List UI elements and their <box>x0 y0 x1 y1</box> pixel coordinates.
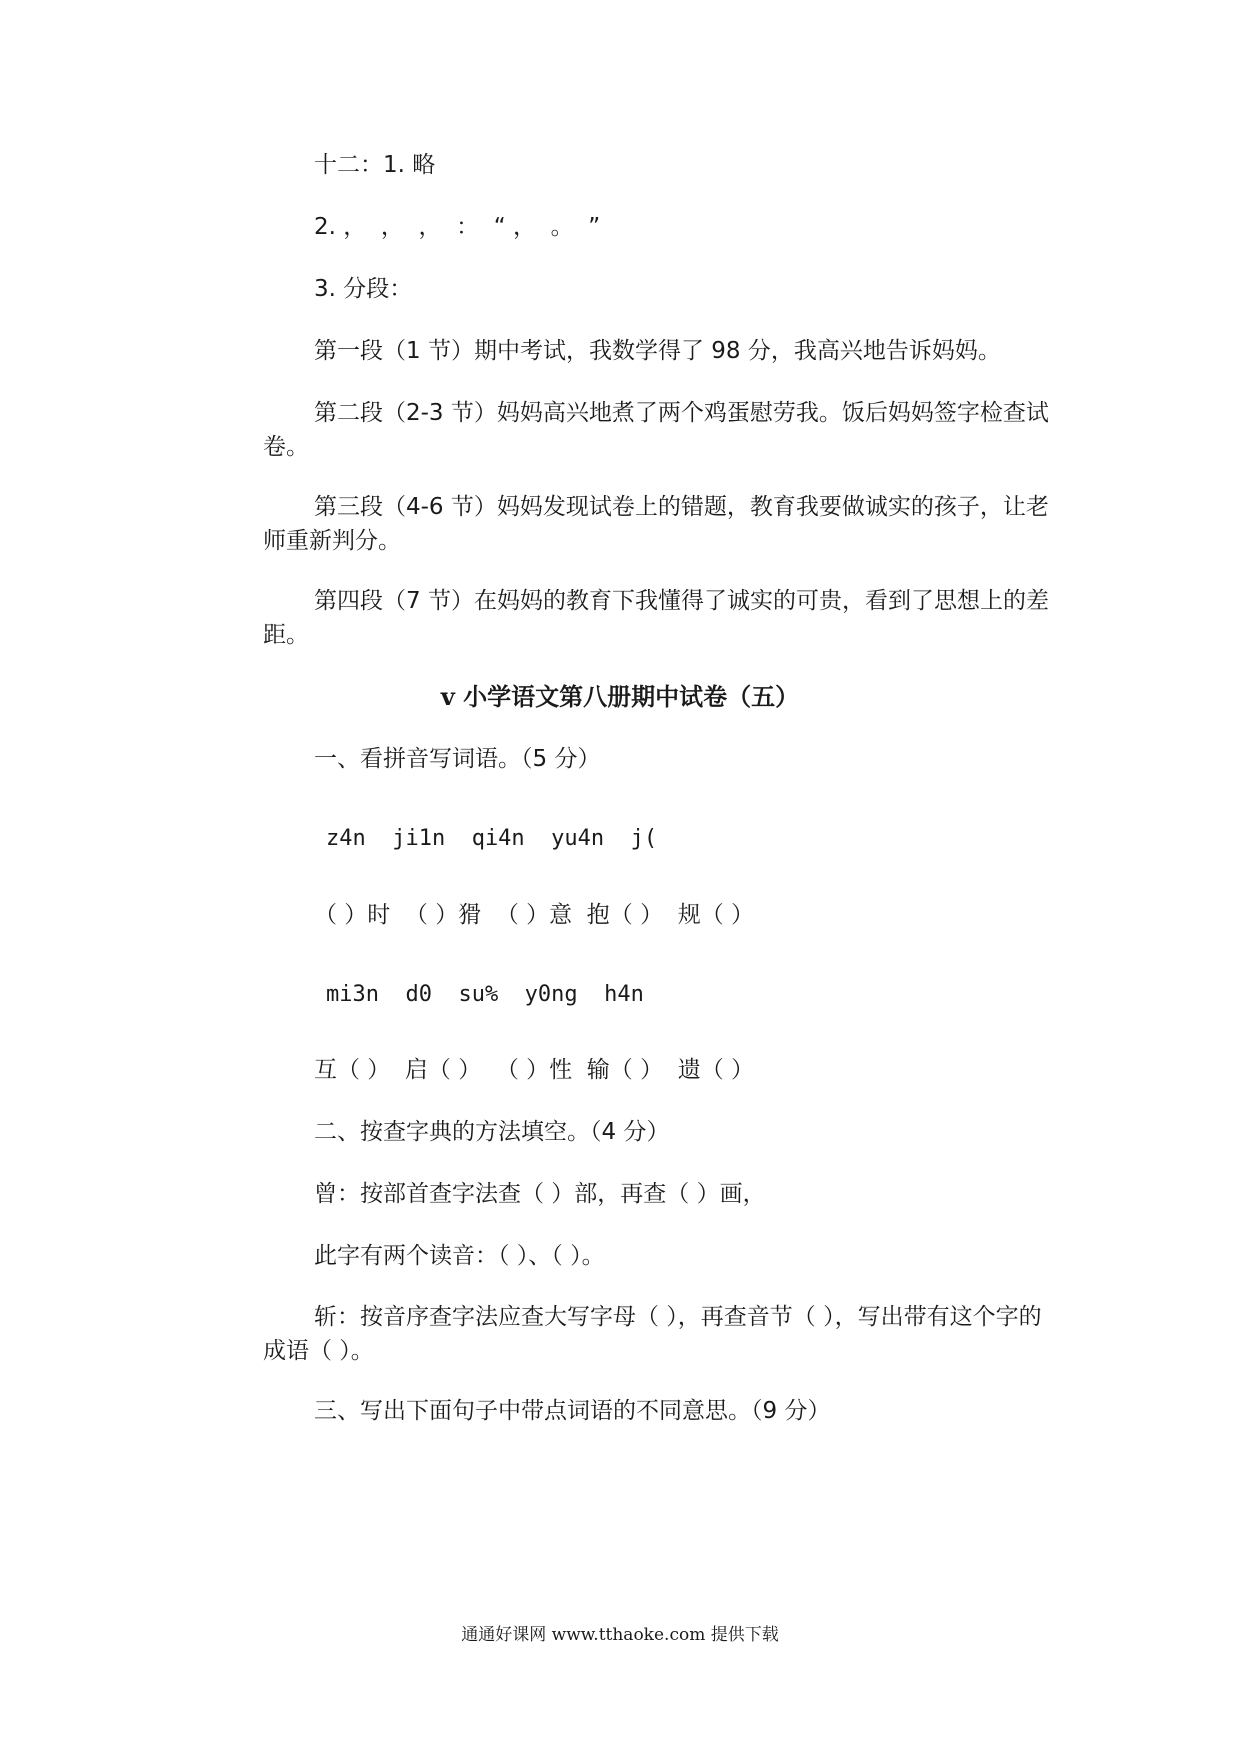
q2-line-3: 斩：按音序查字法应查大写字母（ ），再查音节（ ），写出带有这个字的成语（ ）。 <box>263 1304 1042 1364</box>
answer-segment-2: 第二段（2-3 节）妈妈高兴地煮了两个鸡蛋慰劳我。饭后妈妈签字检查试卷。 <box>263 400 1049 460</box>
q3-heading: 三、写出下面句子中带点词语的不同意思。（9 分） <box>314 1398 831 1424</box>
q2-line-2: 此字有两个读音：（ ）、（ ）。 <box>314 1243 605 1269</box>
answer-q12-1: 十二：1. 略 <box>314 152 436 178</box>
q2-heading: 二、按查字典的方法填空。（4 分） <box>314 1119 670 1145</box>
page-footer: 通通好课网 www.tthaoke.com 提供下载 <box>461 1625 779 1645</box>
q2-line-1: 曾：按部首查字法查（ ）部，再查（ ）画， <box>314 1181 766 1207</box>
q1-blanks-row-2: 互（ ） 启（ ） （ ）性 输（ ） 遗（ ） <box>314 1057 755 1083</box>
answer-q12-2: 2. ， ， ， ： “ ， 。 ” <box>314 214 601 240</box>
q1-pinyin-row-1: z4n ji1n qi4n yu4n j( <box>326 826 658 851</box>
answer-q12-3: 3. 分段： <box>314 276 413 302</box>
q1-pinyin-row-2: mi3n d0 su% y0ng h4n <box>326 982 644 1007</box>
exam-title: v 小学语文第八册期中试卷（五） <box>440 682 800 711</box>
q1-blanks-row-1: （ ）时 （ ）猾 （ ）意 抱（ ） 规（ ） <box>314 902 755 928</box>
answer-segment-4: 第四段（7 节）在妈妈的教育下我懂得了诚实的可贵，看到了思想上的差距。 <box>263 588 1049 648</box>
answer-segment-1: 第一段（1 节）期中考试，我数学得了 98 分，我高兴地告诉妈妈。 <box>314 338 1001 364</box>
answer-segment-3: 第三段（4-6 节）妈妈发现试卷上的错题，教育我要做诚实的孩子，让老师重新判分。 <box>263 494 1049 554</box>
q1-heading: 一、看拼音写词语。（5 分） <box>314 746 601 772</box>
